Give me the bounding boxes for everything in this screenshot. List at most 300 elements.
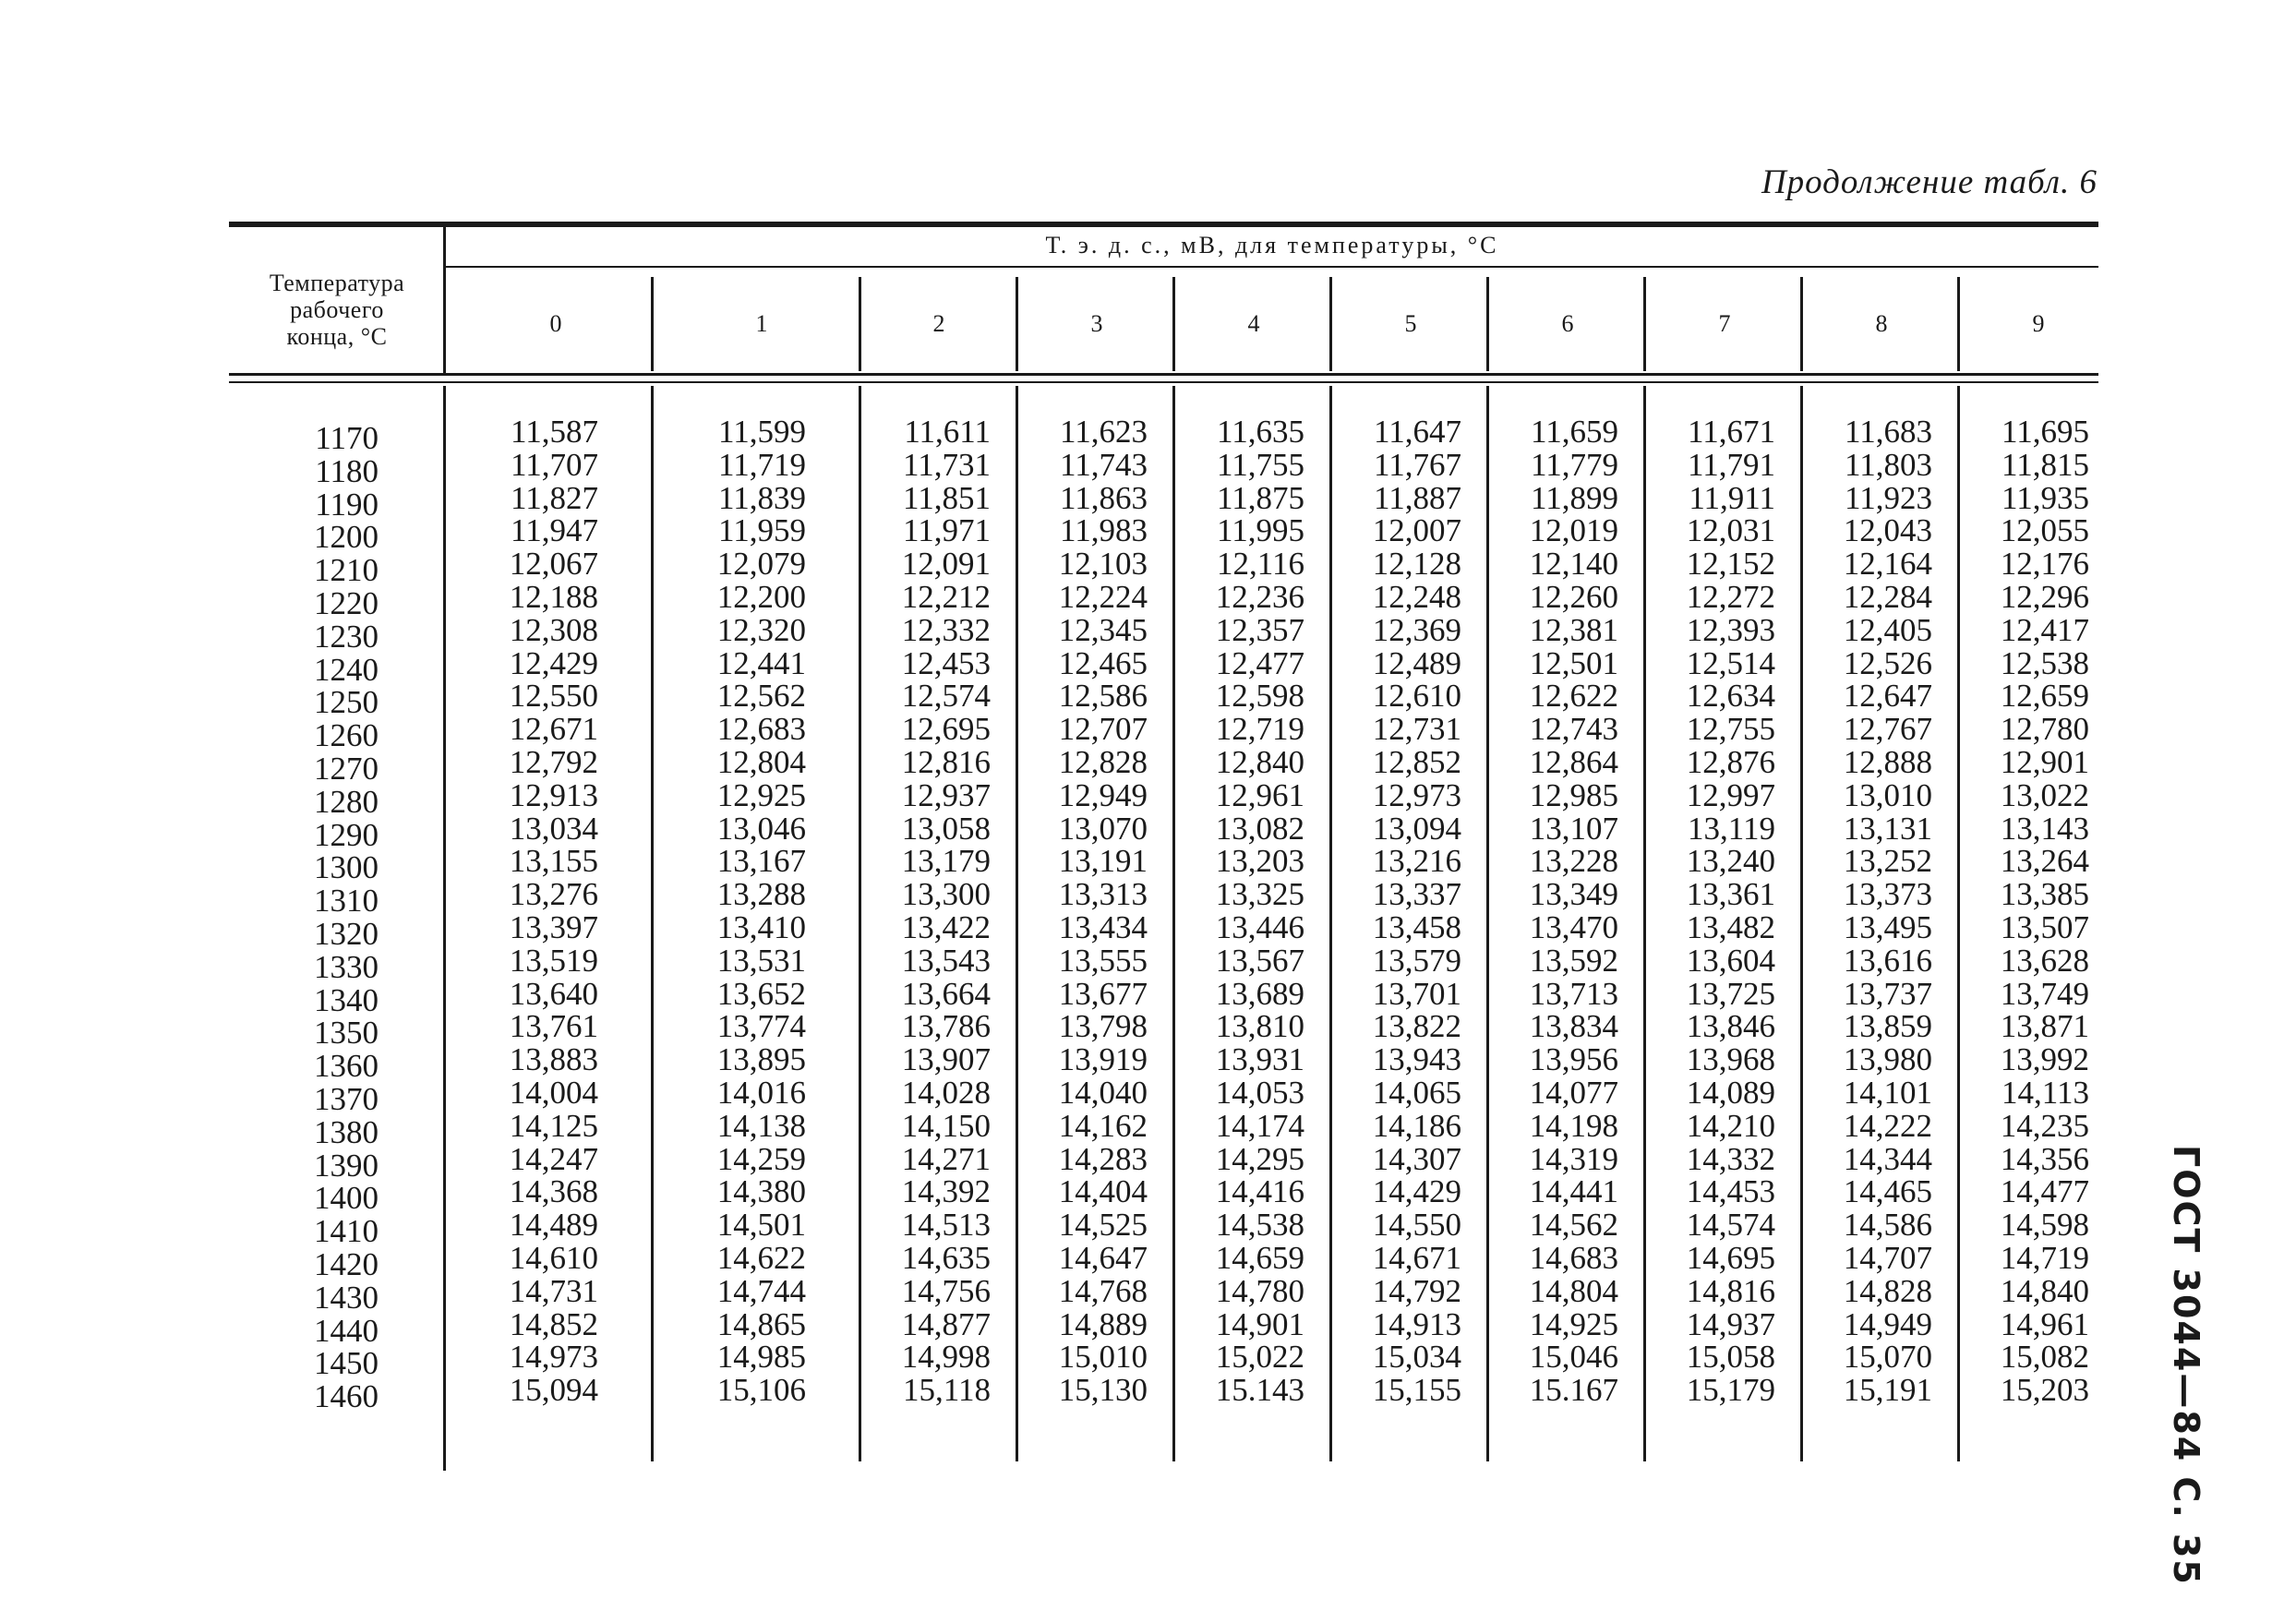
table-cell: 14,489 bbox=[509, 1207, 598, 1244]
side-label-text: ГОСТ 3044—84 С. 35 bbox=[2166, 1145, 2206, 1586]
table-cell: 12,164 bbox=[1843, 546, 1932, 583]
table-cell: 14,949 bbox=[1843, 1305, 1932, 1342]
header-bottom-rule bbox=[229, 373, 2098, 376]
header-divider bbox=[651, 277, 654, 371]
table-cell: 13,397 bbox=[509, 908, 598, 945]
table-cell: 13,652 bbox=[716, 975, 806, 1012]
table-cell: 13,737 bbox=[1843, 975, 1932, 1012]
table-cell: 12,574 bbox=[901, 678, 991, 715]
table-cell: 12,550 bbox=[509, 678, 598, 715]
table-cell: 13,604 bbox=[1686, 942, 1775, 979]
table-cell: 12,973 bbox=[1372, 776, 1461, 813]
table-cell: 14,598 bbox=[2000, 1207, 2089, 1244]
table-cell: 14,659 bbox=[1215, 1239, 1304, 1276]
table-cell: 12,176 bbox=[2000, 546, 2089, 583]
temperature-cell: 1410 bbox=[314, 1213, 379, 1250]
table-cell: 14,235 bbox=[2000, 1107, 2089, 1144]
table-cell: 14,973 bbox=[509, 1339, 598, 1376]
temperature-cell: 1180 bbox=[315, 452, 379, 489]
header-divider bbox=[859, 277, 861, 371]
table-cell: 12,622 bbox=[1529, 678, 1618, 715]
table-cell: 13,628 bbox=[2000, 942, 2089, 979]
table-cell: 13,010 bbox=[1843, 776, 1932, 813]
table-cell: 14,719 bbox=[2000, 1239, 2089, 1276]
table-cell: 12,731 bbox=[1372, 711, 1461, 748]
table-cell: 12,695 bbox=[901, 711, 991, 748]
header-bottom-rule-2 bbox=[229, 381, 2098, 383]
temperature-cell: 1390 bbox=[314, 1147, 379, 1184]
table-cell: 12,465 bbox=[1058, 644, 1148, 681]
table-cell: 14,756 bbox=[901, 1272, 991, 1309]
table-cell: 13,337 bbox=[1372, 876, 1461, 913]
value-column bbox=[1175, 415, 1304, 1407]
table-cell: 13,313 bbox=[1058, 876, 1148, 913]
table-cell: 12,019 bbox=[1529, 512, 1618, 549]
table-cell: 12,188 bbox=[509, 578, 598, 615]
table-cell: 13,919 bbox=[1058, 1041, 1148, 1078]
table-cell: 14,186 bbox=[1372, 1107, 1461, 1144]
table-cell: 13,640 bbox=[509, 975, 598, 1012]
table-cell: 13,252 bbox=[1843, 843, 1932, 880]
header-divider bbox=[1486, 277, 1489, 371]
table-cell: 13,191 bbox=[1058, 843, 1148, 880]
column-header: 7 bbox=[1718, 310, 1731, 337]
table-cell: 15,058 bbox=[1686, 1339, 1775, 1376]
table-cell: 14,222 bbox=[1843, 1107, 1932, 1144]
table-cell: 15,130 bbox=[1058, 1372, 1148, 1409]
table-cell: 14,768 bbox=[1058, 1272, 1148, 1309]
table-cell: 14,574 bbox=[1686, 1207, 1775, 1244]
table-cell: 13,822 bbox=[1372, 1008, 1461, 1045]
table-cell: 13,931 bbox=[1215, 1041, 1304, 1078]
table-cell: 13,325 bbox=[1215, 876, 1304, 913]
table-cell: 14,113 bbox=[2001, 1074, 2089, 1111]
table-cell: 13,143 bbox=[2000, 810, 2089, 847]
table-cell: 13,058 bbox=[901, 810, 991, 847]
table-cell: 13,034 bbox=[509, 810, 598, 847]
table-cell: 14,961 bbox=[2000, 1305, 2089, 1342]
table-cell: 13,094 bbox=[1372, 810, 1461, 847]
table-cell: 14,744 bbox=[716, 1272, 806, 1309]
table-cell: 13,446 bbox=[1215, 908, 1304, 945]
temperature-cell: 1320 bbox=[314, 915, 379, 952]
column-header: 9 bbox=[2032, 310, 2045, 337]
table-cell: 14,004 bbox=[509, 1074, 598, 1111]
table-cell: 12,224 bbox=[1058, 578, 1148, 615]
value-column bbox=[1803, 415, 1932, 1407]
table-cell: 15,106 bbox=[716, 1372, 806, 1409]
table-cell: 12,248 bbox=[1372, 578, 1461, 615]
continuation-caption: Продолжение табл. 6 bbox=[1761, 163, 2098, 201]
header-divider bbox=[1800, 277, 1803, 371]
table-cell: 14,671 bbox=[1372, 1239, 1461, 1276]
table-cell: 13,567 bbox=[1215, 942, 1304, 979]
table-cell: 12,937 bbox=[901, 776, 991, 813]
table-cell: 13,664 bbox=[901, 975, 991, 1012]
table-cell: 15,046 bbox=[1529, 1339, 1618, 1376]
table-cell: 12,477 bbox=[1215, 644, 1304, 681]
table-cell: 13,470 bbox=[1529, 908, 1618, 945]
table-cell: 13,616 bbox=[1843, 942, 1932, 979]
table-cell: 15,094 bbox=[509, 1372, 598, 1409]
table-cell: 11,875 bbox=[1217, 479, 1304, 516]
span-header: Т. э. д. с., мВ, для температуры, °С bbox=[1045, 232, 1499, 258]
value-column bbox=[1018, 415, 1148, 1407]
table-cell: 14,792 bbox=[1372, 1272, 1461, 1309]
row-header-line: рабочего bbox=[290, 296, 384, 323]
table-cell: 12,719 bbox=[1215, 711, 1304, 748]
table-cell: 12,357 bbox=[1215, 611, 1304, 648]
table-cell: 12,429 bbox=[509, 644, 598, 681]
header-divider bbox=[1329, 277, 1332, 371]
table-cell: 15.143 bbox=[1215, 1372, 1304, 1409]
table-cell: 13,507 bbox=[2000, 908, 2089, 945]
temperature-cell: 1230 bbox=[314, 618, 379, 655]
table-cell: 13,579 bbox=[1372, 942, 1461, 979]
table-cell: 12,985 bbox=[1529, 776, 1618, 813]
table-cell: 12,007 bbox=[1372, 512, 1461, 549]
table-cell: 13,240 bbox=[1686, 843, 1775, 880]
table-cell: 13,980 bbox=[1843, 1041, 1932, 1078]
table-cell: 12,152 bbox=[1686, 546, 1775, 583]
table-cell: 13,458 bbox=[1372, 908, 1461, 945]
table-cell: 13,264 bbox=[2000, 843, 2089, 880]
table-cell: 11,671 bbox=[1688, 414, 1775, 450]
table-cell: 13,531 bbox=[716, 942, 806, 979]
header-divider bbox=[443, 227, 446, 375]
value-column bbox=[1646, 415, 1775, 1407]
table-cell: 11,791 bbox=[1688, 446, 1775, 483]
table-cell: 12,236 bbox=[1215, 578, 1304, 615]
table-cell: 13,943 bbox=[1372, 1041, 1461, 1078]
table-cell: 12,755 bbox=[1686, 711, 1775, 748]
table-cell: 11,863 bbox=[1060, 479, 1148, 516]
column-divider bbox=[443, 386, 446, 1471]
table-cell: 14,865 bbox=[716, 1305, 806, 1342]
table-cell: 13,361 bbox=[1686, 876, 1775, 913]
table-cell: 12,816 bbox=[901, 743, 991, 780]
table-cell: 11,767 bbox=[1374, 446, 1461, 483]
table-cell: 12,949 bbox=[1058, 776, 1148, 813]
table-cell: 14,016 bbox=[716, 1074, 806, 1111]
table-cell: 14,138 bbox=[716, 1107, 806, 1144]
table-cell: 13,046 bbox=[716, 810, 806, 847]
table-cell: 15,179 bbox=[1686, 1372, 1775, 1409]
table-cell: 12,260 bbox=[1529, 578, 1618, 615]
table-cell: 14,525 bbox=[1058, 1207, 1148, 1244]
table-cell: 14,647 bbox=[1058, 1239, 1148, 1276]
table-cell: 13,519 bbox=[509, 942, 598, 979]
table-cell: 13,871 bbox=[2000, 1008, 2089, 1045]
column-header: 4 bbox=[1247, 310, 1260, 337]
table-cell: 13,956 bbox=[1529, 1041, 1618, 1078]
table-cell: 11,683 bbox=[1845, 414, 1932, 450]
table-cell: 11,827 bbox=[511, 479, 598, 516]
table-cell: 13,167 bbox=[716, 843, 806, 880]
temperature-cell: 1310 bbox=[314, 883, 379, 920]
table-cell: 12,332 bbox=[901, 611, 991, 648]
temperature-cell: 1340 bbox=[314, 981, 379, 1018]
table-cell: 12,852 bbox=[1372, 743, 1461, 780]
table-cell: 14,913 bbox=[1372, 1305, 1461, 1342]
table-cell: 13,846 bbox=[1686, 1008, 1775, 1045]
table-cell: 14,089 bbox=[1686, 1074, 1775, 1111]
table-cell: 13,107 bbox=[1529, 810, 1618, 847]
column-divider bbox=[651, 386, 654, 1461]
table-cell: 12,913 bbox=[509, 776, 598, 813]
table-cell: 12,767 bbox=[1843, 711, 1932, 748]
table-cell: 12,055 bbox=[2000, 512, 2089, 549]
table-cell: 12,079 bbox=[716, 546, 806, 583]
table-cell: 12,128 bbox=[1372, 546, 1461, 583]
temperature-cell: 1440 bbox=[314, 1312, 379, 1349]
table-cell: 13,155 bbox=[509, 843, 598, 880]
table-cell: 13,798 bbox=[1058, 1008, 1148, 1045]
table-cell: 12,514 bbox=[1686, 644, 1775, 681]
table-cell: 14,465 bbox=[1843, 1173, 1932, 1210]
table-cell: 12,393 bbox=[1686, 611, 1775, 648]
table-cell: 13,070 bbox=[1058, 810, 1148, 847]
table-cell: 14,247 bbox=[509, 1140, 598, 1177]
temperature-cell: 1220 bbox=[314, 584, 379, 621]
table-cell: 12,043 bbox=[1843, 512, 1932, 549]
value-column bbox=[677, 415, 806, 1407]
table-cell: 13,082 bbox=[1215, 810, 1304, 847]
table-cell: 14,622 bbox=[716, 1239, 806, 1276]
table-cell: 11,839 bbox=[718, 479, 806, 516]
value-column bbox=[861, 415, 991, 1407]
temperature-cell: 1420 bbox=[314, 1245, 379, 1282]
table-cell: 13,968 bbox=[1686, 1041, 1775, 1078]
table-cell: 14,077 bbox=[1529, 1074, 1618, 1111]
temperature-cell: 1190 bbox=[315, 486, 379, 523]
table-cell: 12,804 bbox=[716, 743, 806, 780]
table-cell: 11,971 bbox=[903, 512, 991, 549]
table-cell: 12,369 bbox=[1372, 611, 1461, 648]
temperature-cell: 1280 bbox=[314, 783, 379, 820]
table-cell: 12,707 bbox=[1058, 711, 1148, 748]
table-cell: 14,332 bbox=[1686, 1140, 1775, 1177]
table-cell: 11,815 bbox=[2001, 446, 2089, 483]
table-cell: 15,191 bbox=[1843, 1372, 1932, 1409]
table-cell: 13,749 bbox=[2000, 975, 2089, 1012]
table-cell: 13,349 bbox=[1529, 876, 1618, 913]
table-cell: 13,701 bbox=[1372, 975, 1461, 1012]
table-cell: 13,761 bbox=[509, 1008, 598, 1045]
table-cell: 14,356 bbox=[2000, 1140, 2089, 1177]
table-cell: 15,070 bbox=[1843, 1339, 1932, 1376]
table-cell: 11,995 bbox=[1217, 512, 1304, 549]
table-cell: 13,482 bbox=[1686, 908, 1775, 945]
table-cell: 12,647 bbox=[1843, 678, 1932, 715]
temperature-cell: 1240 bbox=[314, 651, 379, 688]
table-cell: 12,489 bbox=[1372, 644, 1461, 681]
table-cell: 14,453 bbox=[1686, 1173, 1775, 1210]
table-cell: 13,203 bbox=[1215, 843, 1304, 880]
table-cell: 13,276 bbox=[509, 876, 598, 913]
temperature-cell: 1210 bbox=[314, 552, 379, 589]
table-cell: 14,707 bbox=[1843, 1239, 1932, 1276]
table-cell: 11,719 bbox=[718, 446, 806, 483]
table-cell: 12,453 bbox=[901, 644, 991, 681]
table-cell: 14,901 bbox=[1215, 1305, 1304, 1342]
table-cell: 14,368 bbox=[509, 1173, 598, 1210]
table-cell: 12,526 bbox=[1843, 644, 1932, 681]
table-cell: 13,774 bbox=[716, 1008, 806, 1045]
header-divider bbox=[1172, 277, 1175, 371]
table-cell: 14,852 bbox=[509, 1305, 598, 1342]
table-cell: 14,840 bbox=[2000, 1272, 2089, 1309]
table-cell: 13,422 bbox=[901, 908, 991, 945]
table-cell: 14,550 bbox=[1372, 1207, 1461, 1244]
table-cell: 11,983 bbox=[1060, 512, 1148, 549]
temperature-cell: 1380 bbox=[314, 1113, 379, 1150]
temperature-cell: 1450 bbox=[314, 1345, 379, 1382]
table-cell: 13,216 bbox=[1372, 843, 1461, 880]
table-cell: 14,271 bbox=[901, 1140, 991, 1177]
header-rule bbox=[443, 266, 2098, 268]
table-cell: 11,899 bbox=[1531, 479, 1618, 516]
table-cell: 14,695 bbox=[1686, 1239, 1775, 1276]
table-cell: 11,659 bbox=[1531, 414, 1618, 450]
table-cell: 14,344 bbox=[1843, 1140, 1932, 1177]
table-cell: 12,901 bbox=[2000, 743, 2089, 780]
table-cell: 14,828 bbox=[1843, 1272, 1932, 1309]
table-cell: 14,162 bbox=[1058, 1107, 1148, 1144]
table-cell: 13,555 bbox=[1058, 942, 1148, 979]
table-cell: 13,859 bbox=[1843, 1008, 1932, 1045]
table-cell: 15,034 bbox=[1372, 1339, 1461, 1376]
table-cell: 11,803 bbox=[1845, 446, 1932, 483]
table-cell: 12,925 bbox=[716, 776, 806, 813]
table-cell: 13,385 bbox=[2000, 876, 2089, 913]
temperature-cell: 1350 bbox=[314, 1015, 379, 1052]
temperature-cell: 1330 bbox=[314, 948, 379, 985]
column-header: 0 bbox=[549, 310, 562, 337]
table-cell: 11,959 bbox=[718, 512, 806, 549]
table-cell: 13,907 bbox=[901, 1041, 991, 1078]
column-header: 5 bbox=[1404, 310, 1417, 337]
table-cell: 12,840 bbox=[1215, 743, 1304, 780]
table-cell: 12,091 bbox=[901, 546, 991, 583]
table-cell: 12,296 bbox=[2000, 578, 2089, 615]
table-cell: 13,677 bbox=[1058, 975, 1148, 1012]
value-column bbox=[1332, 415, 1461, 1407]
table-cell: 11,779 bbox=[1531, 446, 1618, 483]
table-cell: 14,065 bbox=[1372, 1074, 1461, 1111]
table-cell: 14,586 bbox=[1843, 1207, 1932, 1244]
column-header: 3 bbox=[1090, 310, 1103, 337]
table-cell: 12,284 bbox=[1843, 578, 1932, 615]
table-cell: 12,272 bbox=[1686, 578, 1775, 615]
table-cell: 15,118 bbox=[903, 1372, 991, 1409]
header-divider bbox=[1643, 277, 1646, 371]
table-cell: 12,586 bbox=[1058, 678, 1148, 715]
table-cell: 12,743 bbox=[1529, 711, 1618, 748]
table-cell: 11,887 bbox=[1374, 479, 1461, 516]
table-cell: 14,028 bbox=[901, 1074, 991, 1111]
table-cell: 15,203 bbox=[2000, 1372, 2089, 1409]
table-cell: 12,997 bbox=[1686, 776, 1775, 813]
table-cell: 12,067 bbox=[509, 546, 598, 583]
temperature-cell: 1460 bbox=[314, 1378, 379, 1415]
table-cell: 13,689 bbox=[1215, 975, 1304, 1012]
table-cell: 11,611 bbox=[904, 414, 991, 450]
table-cell: 12,405 bbox=[1843, 611, 1932, 648]
table-cell: 11,851 bbox=[903, 479, 991, 516]
side-label bbox=[2142, 1145, 2206, 1586]
table-cell: 13,495 bbox=[1843, 908, 1932, 945]
table-cell: 14,937 bbox=[1686, 1305, 1775, 1342]
table-cell: 11,587 bbox=[511, 414, 598, 450]
table-cell: 14,380 bbox=[716, 1173, 806, 1210]
table-cell: 14,319 bbox=[1529, 1140, 1618, 1177]
table-cell: 13,592 bbox=[1529, 942, 1618, 979]
table-cell: 12,308 bbox=[509, 611, 598, 648]
table-cell: 12,598 bbox=[1215, 678, 1304, 715]
table-cell: 12,345 bbox=[1058, 611, 1148, 648]
temperature-cell: 1300 bbox=[314, 849, 379, 886]
table-cell: 14,985 bbox=[716, 1339, 806, 1376]
table-cell: 12,610 bbox=[1372, 678, 1461, 715]
table-cell: 14,053 bbox=[1215, 1074, 1304, 1111]
table-cell: 14,501 bbox=[716, 1207, 806, 1244]
column-header: 1 bbox=[755, 310, 768, 337]
temperature-cell: 1400 bbox=[314, 1180, 379, 1217]
table-cell: 14,392 bbox=[901, 1173, 991, 1210]
table-cell: 14,731 bbox=[509, 1272, 598, 1309]
table-cell: 11,911 bbox=[1689, 479, 1775, 516]
table-cell: 12,441 bbox=[716, 644, 806, 681]
table-cell: 14,404 bbox=[1058, 1173, 1148, 1210]
table-cell: 13,410 bbox=[716, 908, 806, 945]
table-cell: 11,731 bbox=[903, 446, 991, 483]
table-cell: 12,200 bbox=[716, 578, 806, 615]
table-cell: 11,755 bbox=[1217, 446, 1304, 483]
table-cell: 13,434 bbox=[1058, 908, 1148, 945]
table-cell: 14,040 bbox=[1058, 1074, 1148, 1111]
temperature-cell: 1370 bbox=[314, 1080, 379, 1117]
table-cell: 14,998 bbox=[901, 1339, 991, 1376]
table-cell: 12,961 bbox=[1215, 776, 1304, 813]
table-cell: 14,635 bbox=[901, 1239, 991, 1276]
table-cell: 11,947 bbox=[511, 512, 598, 549]
value-column bbox=[1489, 415, 1618, 1407]
table-cell: 14,125 bbox=[509, 1107, 598, 1144]
table-cell: 12,671 bbox=[509, 711, 598, 748]
table-cell: 14,610 bbox=[509, 1239, 598, 1276]
table-cell: 11,647 bbox=[1374, 414, 1461, 450]
table-cell: 14,683 bbox=[1529, 1239, 1618, 1276]
table-cell: 12,417 bbox=[2000, 611, 2089, 648]
table-cell: 15,082 bbox=[2000, 1339, 2089, 1376]
column-header: 8 bbox=[1875, 310, 1888, 337]
table-cell: 12,140 bbox=[1529, 546, 1618, 583]
table-cell: 12,659 bbox=[2000, 678, 2089, 715]
table-cell: 15,022 bbox=[1215, 1339, 1304, 1376]
table-cell: 13,228 bbox=[1529, 843, 1618, 880]
table-cell: 14,210 bbox=[1686, 1107, 1775, 1144]
table-cell: 13,119 bbox=[1688, 810, 1775, 847]
table-cell: 13,288 bbox=[716, 876, 806, 913]
table-cell: 11,707 bbox=[511, 446, 598, 483]
column-header: 6 bbox=[1561, 310, 1574, 337]
table-cell: 11,635 bbox=[1217, 414, 1304, 450]
table-cell: 13,373 bbox=[1843, 876, 1932, 913]
table-cell: 15.167 bbox=[1529, 1372, 1618, 1409]
temperature-cell: 1290 bbox=[314, 816, 379, 853]
table-cell: 12,864 bbox=[1529, 743, 1618, 780]
